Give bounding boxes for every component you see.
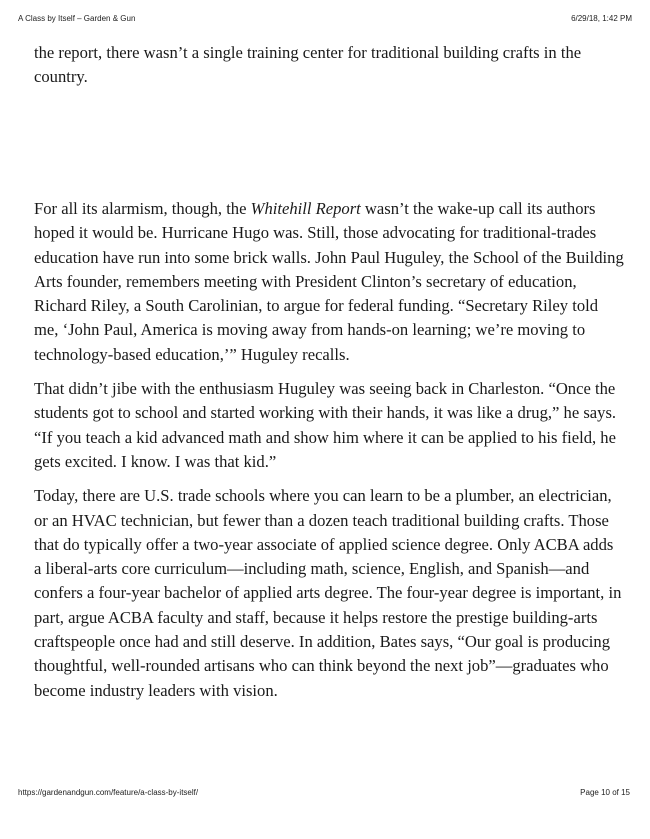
paragraph-trade-schools: Today, there are U.S. trade schools where you can learn to be a plumber, an electrician, or an HVAC technician, but fewer than a dozen teach traditional building crafts. Those that do typically offer a two-year associate of applied science degree. Only ACBA adds a liberal-arts core curriculum—including math, science, English, and Spanish—and confers a four-year bachelor of applied arts degree. The four-year degree is important, in part, argue ACBA faculty and staff, because it helps restore the prestige building-arts craftspeople once had and still deserve. In addition, Bates says, “Our goal is producing thoughtful, well-rounded artisans who can think beyond the next job”—graduates who become industry leaders with vision. xyxy=(34,486,622,700)
paragraph-text-after: wasn’t the wake-up call its authors hoped it would be. Hurricane Hugo was. Still, those advocating for traditional-trades education have run into some brick walls. John Paul Huguley, the School of the Building Arts founder, remembers meeting with President Clinton’s secretary of education, Richard Riley, a South Carolinian, to argue for federal funding. “Secretary Riley told me, ‘John Paul, America is moving away from hands-on learning; we’re moving to technology-based education,’” Huguley recalls. xyxy=(34,199,624,364)
print-datetime: 6/29/18, 1:42 PM xyxy=(571,14,632,23)
print-header xyxy=(18,14,632,23)
page-number: Page 10 of 15 xyxy=(580,788,630,797)
article-body-top xyxy=(34,41,624,90)
page-url[interactable]: https://gardenandgun.com/feature/a-class-by-itself/ xyxy=(18,788,199,797)
paragraph-whitehill xyxy=(34,197,624,367)
print-footer xyxy=(18,788,632,797)
article-body-main xyxy=(34,197,624,703)
paragraph-charleston: That didn’t jibe with the enthusiasm Huguley was seeing back in Charleston. “Once the students got to school and started working with their hands, it was like a drug,” he says. “If you teach a kid advanced math and show him where it can be applied to his field, he gets excited. I know. I was that kid.” xyxy=(34,379,617,471)
paragraph-text-before: For all its alarmism, though, the xyxy=(34,199,251,218)
report-title-italic: Whitehill Report xyxy=(250,199,361,218)
page-title: A Class by Itself – Garden & Gun xyxy=(18,14,136,23)
paragraph-continued: the report, there wasn’t a single training center for traditional building crafts in the country. xyxy=(34,43,582,87)
